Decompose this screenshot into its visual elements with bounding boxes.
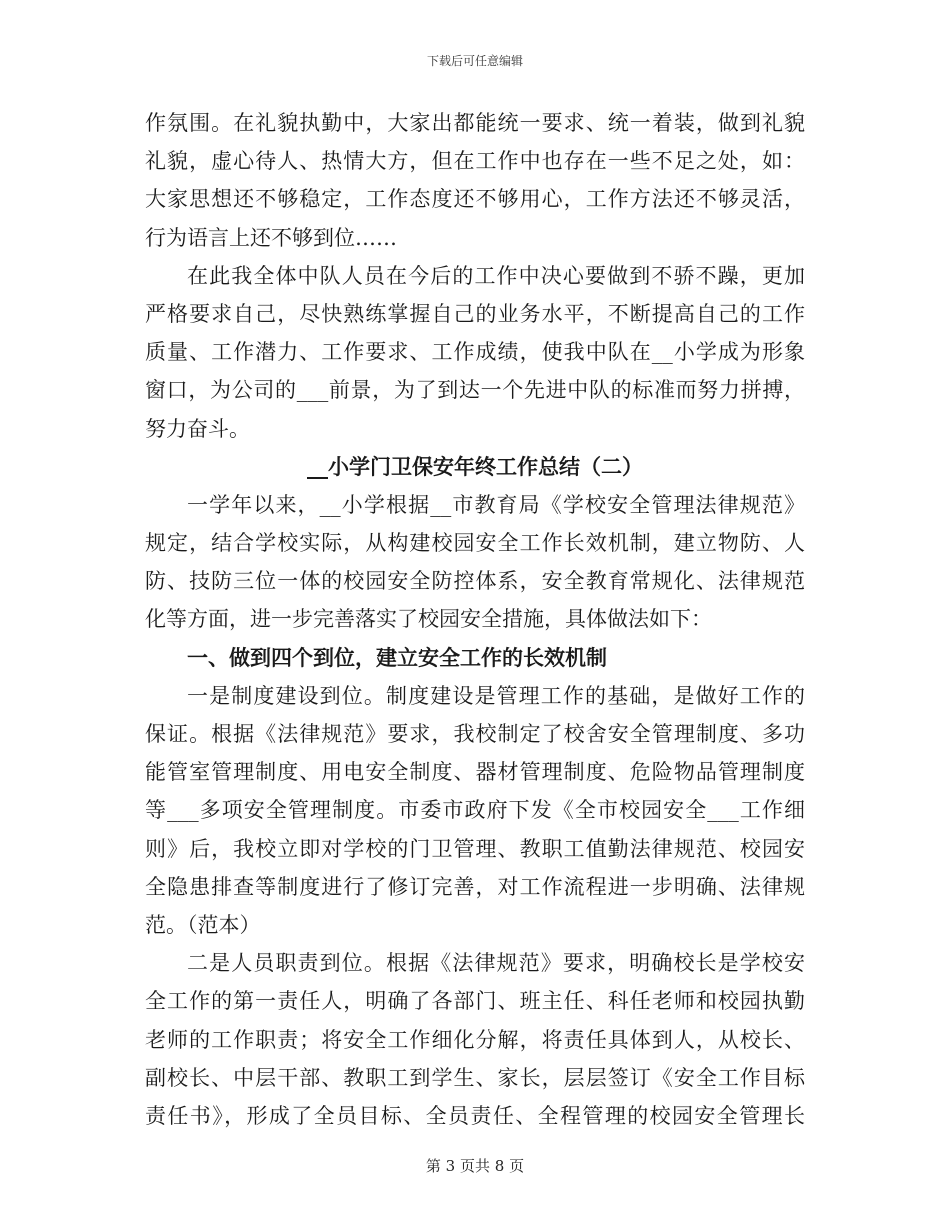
paragraph-line: 范。（范本） <box>145 912 261 937</box>
paragraph-line: 副校长、中层干部、教职工到学生、家长，层层签订《安全工作目标 <box>145 1065 805 1090</box>
subheading: 一、做到四个到位，建立安全工作的长效机制 <box>187 644 607 670</box>
paragraph-line: 则》后，我校立即对学校的门卫管理、教职工值勤法律规范、校园安 <box>145 836 805 861</box>
paragraph-line: 质量、工作潜力、工作要求、工作成绩，使我中队在__小学成为形象 <box>145 340 805 365</box>
paragraph-line: 全隐患排查等制度进行了修订完善，对工作流程进一步明确、法律规 <box>145 874 805 899</box>
document-body <box>145 104 805 1135</box>
paragraph-line: 二是人员职责到位。根据《法律规范》要求，明确校长是学校安 <box>187 951 805 976</box>
paragraph-line: 礼貌，虚心待人、热情大方，但在工作中也存在一些不足之处，如： <box>145 149 805 174</box>
paragraph-line: 责任书》，形成了全员目标、全员责任、全程管理的校园安全管理长 <box>145 1103 805 1128</box>
paragraph-line: 窗口，为公司的___前景，为了到达一个先进中队的标准而努力拼搏， <box>145 378 805 403</box>
paragraph-line: 大家思想还不够稳定，工作态度还不够用心，工作方法还不够灵活， <box>145 187 805 212</box>
paragraph-line: 努力奋斗。 <box>145 416 250 441</box>
paragraph-line: 一学年以来，__小学根据__市教育局《学校安全管理法律规范》 <box>187 492 805 517</box>
paragraph-line: 老师的工作职责；将安全工作细化分解，将责任具体到人，从校长、 <box>145 1027 805 1052</box>
page-header: 下载后可任意编辑 <box>426 54 523 68</box>
paragraph-line: 规定，结合学校实际，从构建校园安全工作长效机制，建立物防、人 <box>145 531 805 556</box>
paragraph-line: 等___多项安全管理制度。市委市政府下发《全市校园安全___工作细 <box>145 798 805 823</box>
page-footer: 第 3 页共 8 页 <box>425 1157 525 1175</box>
paragraph-line: 行为语言上还不够到位…… <box>145 225 397 250</box>
paragraph-line: 防、技防三位一体的校园安全防控体系，安全教育常规化、法律规范 <box>145 569 805 594</box>
paragraph-line: 严格要求自己，尽快熟练掌握自己的业务水平，不断提高自己的工作 <box>145 301 805 326</box>
paragraph-line: 全工作的第一责任人，明确了各部门、班主任、科任老师和校园执勤 <box>145 989 805 1014</box>
paragraph-line: 保证。根据《法律规范》要求，我校制定了校舍安全管理制度、多功 <box>145 722 805 746</box>
paragraph-line: 一是制度建设到位。制度建设是管理工作的基础，是做好工作的 <box>187 683 805 708</box>
paragraph-line: 化等方面，进一步完善落实了校园安全措施，具体做法如下： <box>145 607 712 632</box>
paragraph-line: 在此我全体中队人员在今后的工作中决心要做到不骄不躁，更加 <box>187 263 805 288</box>
section-title: __小学门卫保安年终工作总结（二） <box>307 453 643 479</box>
paragraph-line: 作氛围。在礼貌执勤中，大家出都能统一要求、统一着装，做到礼貌 <box>145 111 805 135</box>
paragraph-line: 能管室管理制度、用电安全制度、器材管理制度、危险物品管理制度 <box>145 760 805 785</box>
